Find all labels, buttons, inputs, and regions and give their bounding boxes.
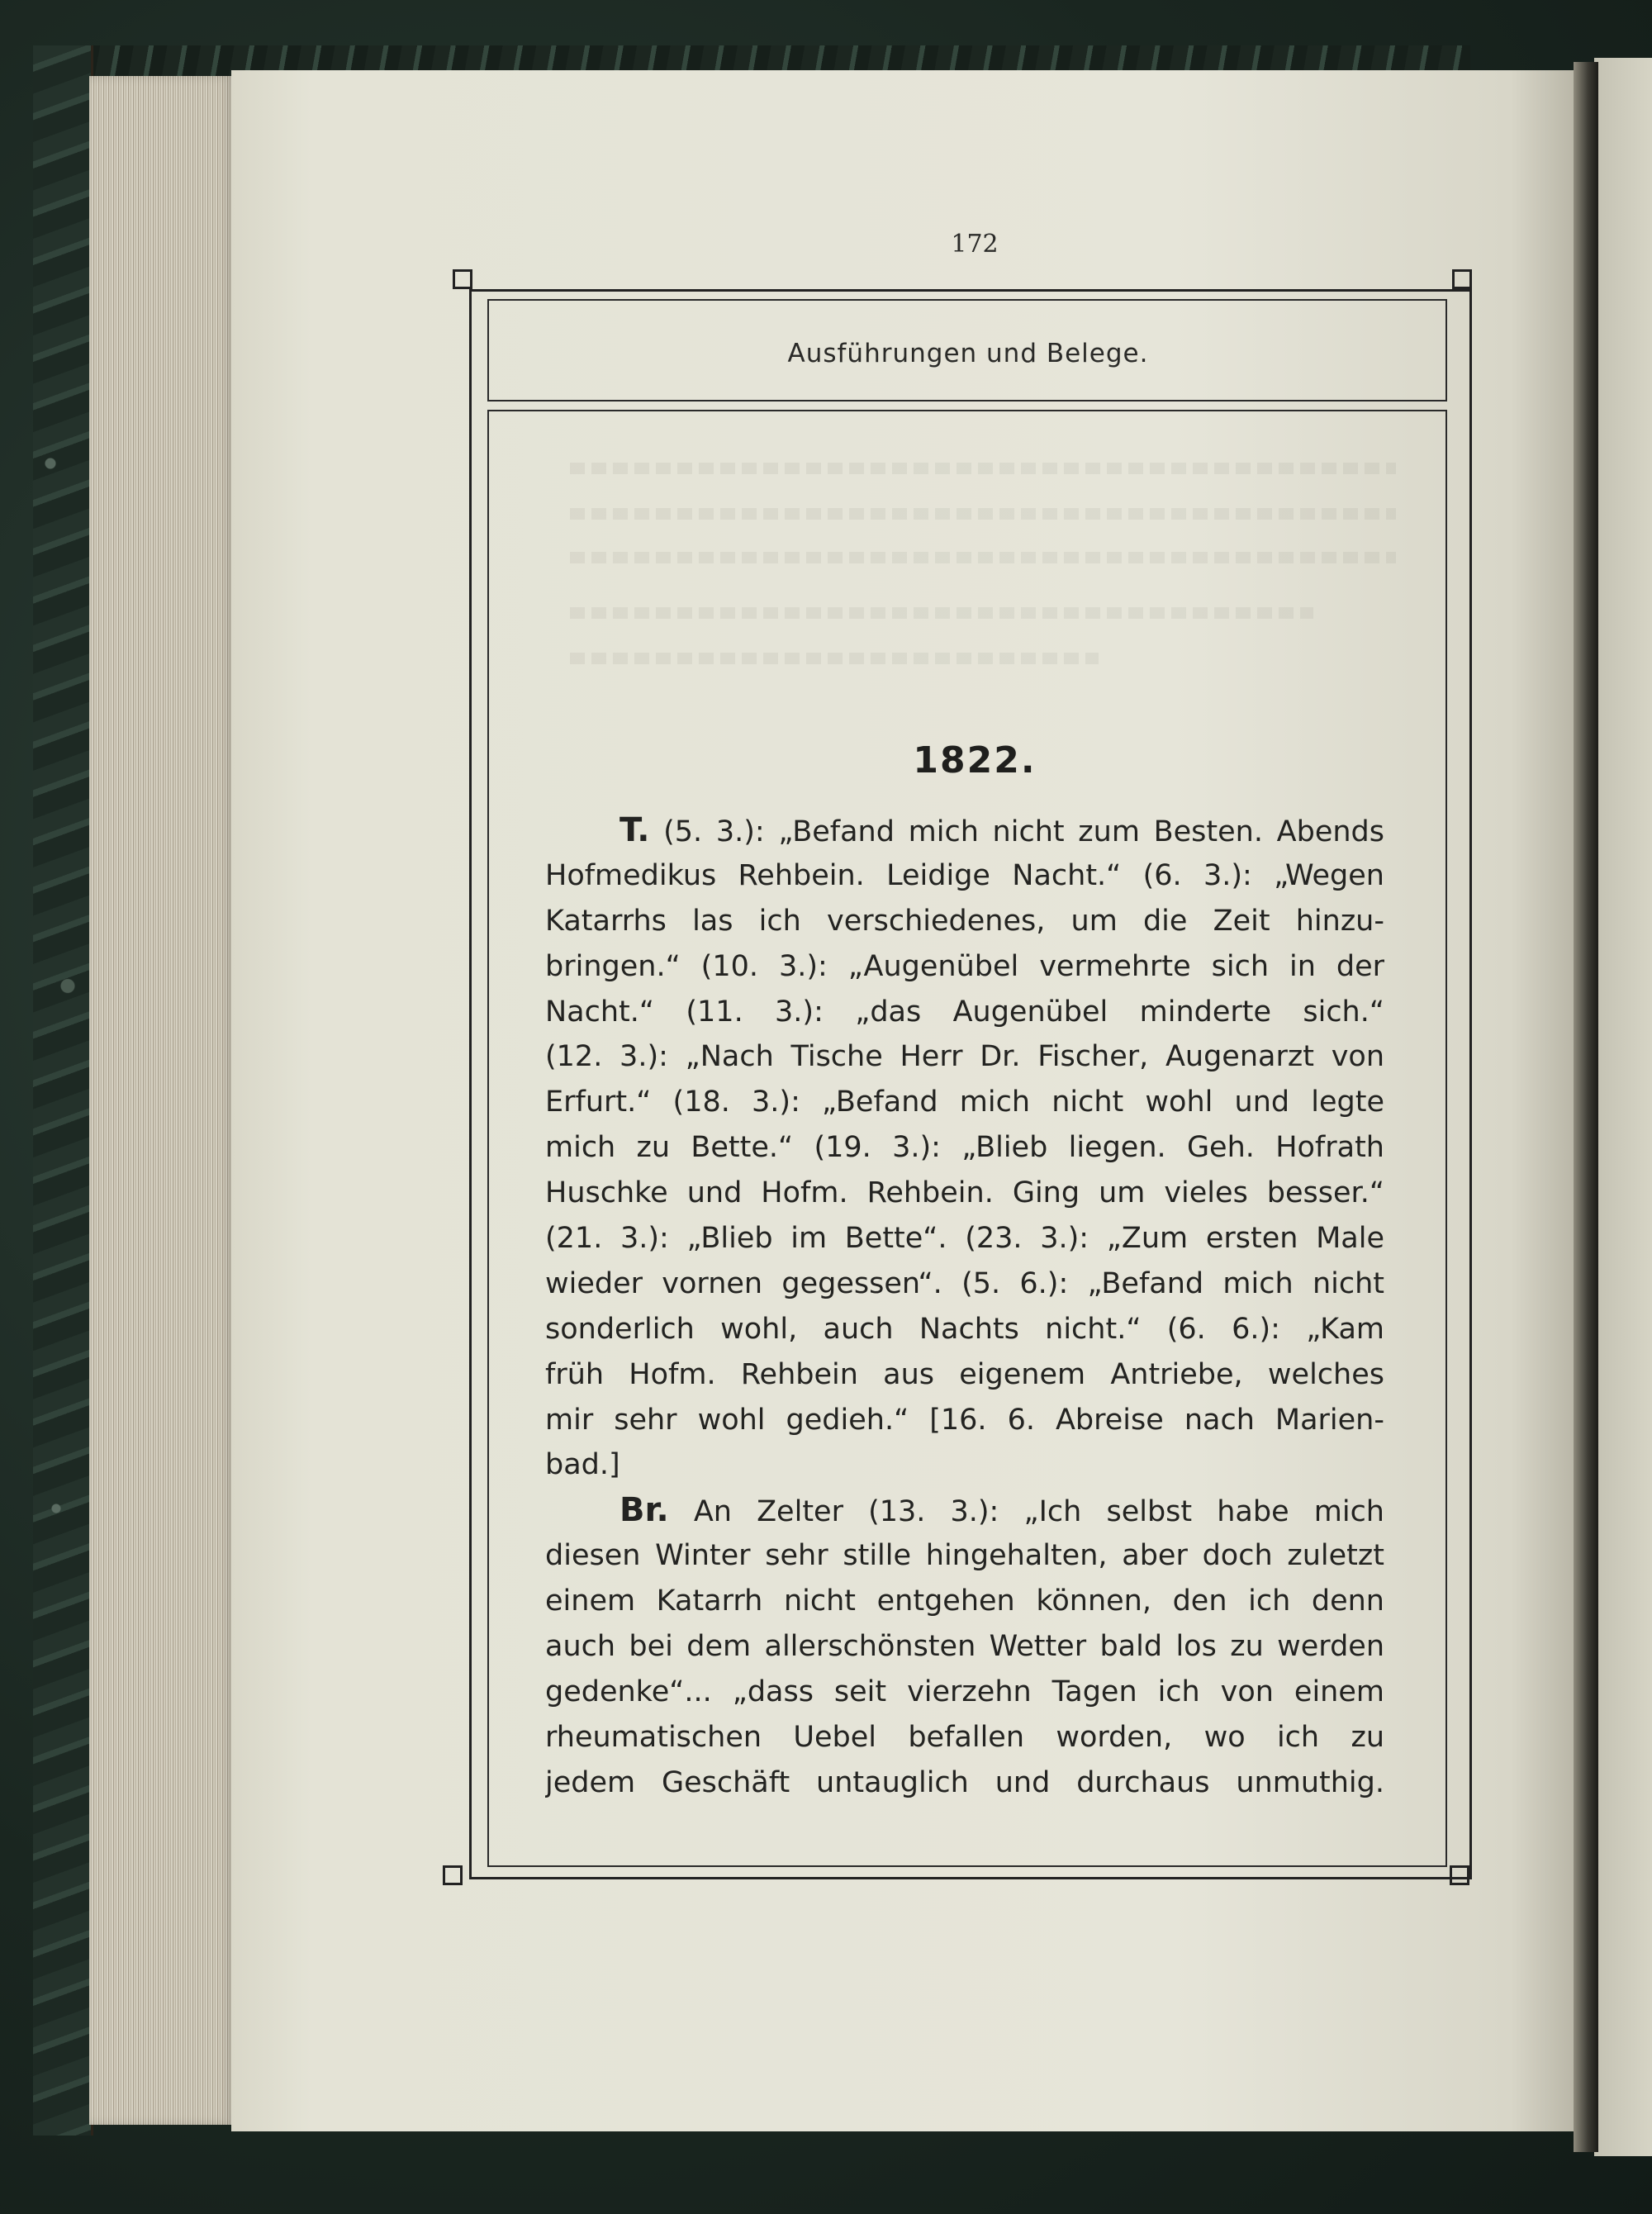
text-line: Br. An Zelter (13. 3.): „Ich selbst habe mich [620, 1491, 1384, 1530]
text-line: T. (5. 3.): „Befand mich nicht zum Besten. Abends [620, 811, 1384, 849]
frame-bottom-line [469, 1877, 1472, 1879]
frame-corner-ornament [443, 1865, 463, 1885]
page-number: 172 [951, 230, 999, 259]
marbled-book-cover [33, 45, 93, 2136]
text-line: sonderlich wohl, auch Nachts nicht.“ (6. 6.): „Kam [545, 1312, 1384, 1346]
frame-corner-ornament [1452, 269, 1472, 289]
text-line: Erfurt.“ (18. 3.): „Befand mich nicht wohl und legte [545, 1086, 1384, 1119]
text-line: diesen Winter sehr stille hingehalten, aber doch zuletzt [545, 1539, 1384, 1573]
text-line: (21. 3.): „Blieb im Bette“. (23. 3.): „Zum ersten Male [545, 1222, 1384, 1256]
frame-corner-ornament [453, 269, 472, 289]
text-line: Nacht.“ (11. 3.): „das Augenübel minderte sich.“ [545, 995, 1384, 1029]
text-line: einem Katarrh nicht entgehen können, den ich denn [545, 1584, 1384, 1618]
running-head: Ausführungen und Belege. [787, 339, 1149, 368]
frame-top-line [469, 289, 1472, 292]
text-line: gedenke“... „dass seit vierzehn Tagen ich von einem [545, 1675, 1384, 1708]
entry-lead-briefe: Br. [620, 1491, 669, 1530]
text-line: mich zu Bette.“ (19. 3.): „Blieb liegen. Geh. Hofrath [545, 1131, 1384, 1165]
frame-corner-ornament [1450, 1865, 1469, 1885]
book-gutter [1574, 62, 1598, 2152]
text-line: auch bei dem allerschönsten Wetter bald los zu werden [545, 1630, 1384, 1664]
text-line: rheumatischen Uebel befallen worden, wo ich zu [545, 1720, 1384, 1754]
text-line: bringen.“ (10. 3.): „Augenübel vermehrte sich in der [545, 949, 1384, 983]
text-line: Katarrhs las ich verschiedenes, um die Zeit hinzu- [545, 904, 1384, 938]
frame-right-line [1469, 289, 1472, 1879]
entry-lead-tagebuch: T. [620, 811, 650, 849]
text-line: jedem Geschäft untauglich und durchaus unmuthig. [545, 1765, 1384, 1799]
body-text [545, 808, 1384, 1806]
text-line: Huschke und Hofm. Rehbein. Ging um vieles besser.“ [545, 1176, 1384, 1210]
frame-left-line [469, 289, 472, 1879]
text-line: wieder vornen gegessen“. (5. 6.): „Befand mich nicht [545, 1266, 1384, 1300]
text-line: (12. 3.): „Nach Tische Herr Dr. Fischer, Augenarzt von [545, 1040, 1384, 1074]
text-line: Hofmedikus Rehbein. Leidige Nacht.“ (6. 3.): „Wegen [545, 858, 1384, 892]
text-line: mir sehr wohl gedieh.“ [16. 6. Abreise nach Marien- [545, 1403, 1384, 1437]
text-line: früh Hofm. Rehbein aus eigenem Antriebe, welches [545, 1357, 1384, 1391]
page-edges [89, 76, 234, 2125]
year-heading: 1822. [913, 739, 1037, 782]
text-line: bad.] [545, 1448, 620, 1482]
facing-page-edge [1594, 58, 1652, 2156]
